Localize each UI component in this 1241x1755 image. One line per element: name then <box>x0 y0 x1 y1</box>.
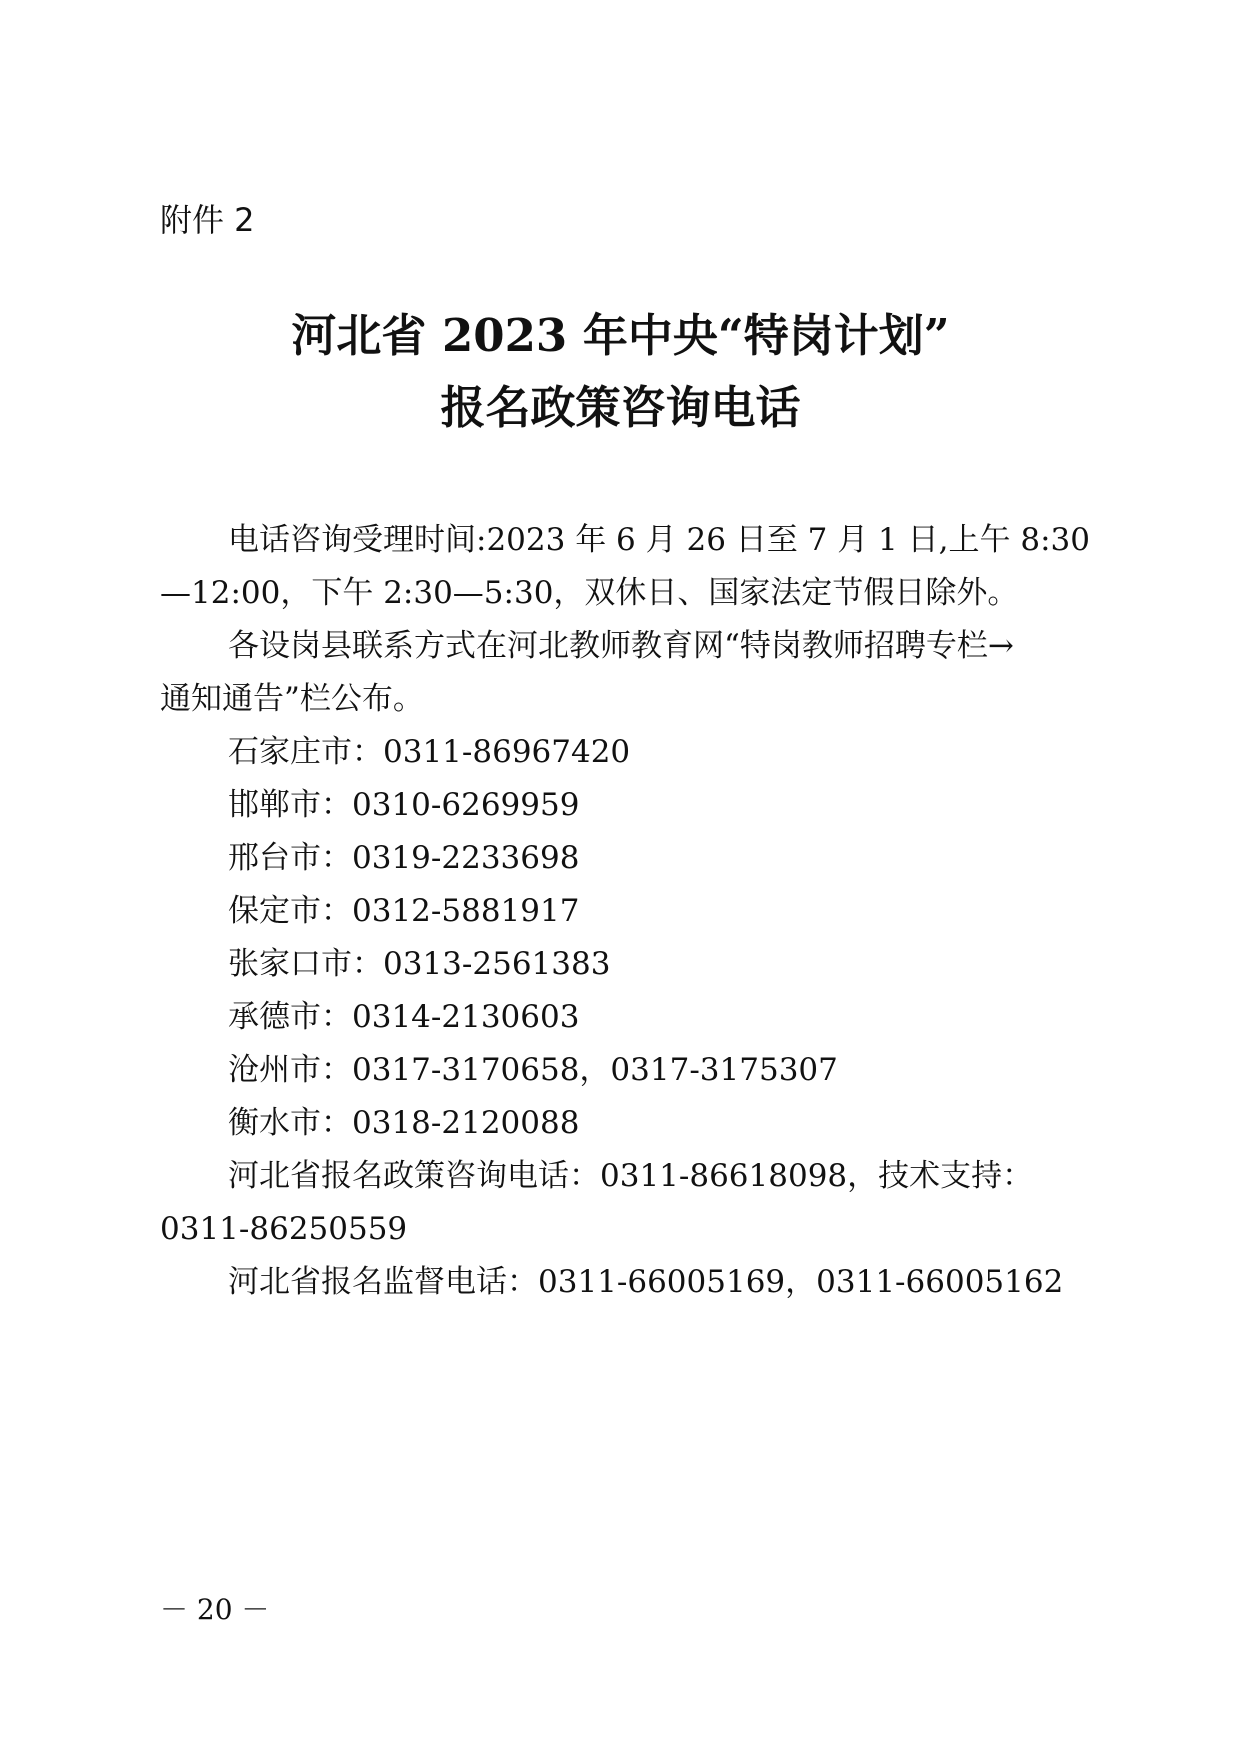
consultation-hours-line-2: —12:00，下午 2:30—5:30，双休日、国家法定节假日除外。 <box>160 575 1019 611</box>
consultation-hours-line-1: 电话咨询受理时间:2023 年 6 月 26 日至 7 月 1 日,上午 8:30 <box>228 522 1090 558</box>
county-contact-notice-line-2: 通知通告”栏公布。 <box>160 681 424 717</box>
contact-chengde: 承德市：0314-2130603 <box>228 999 580 1035</box>
page-number: － 20 － <box>160 1593 270 1626</box>
attachment-label: 附件 2 <box>160 201 255 239</box>
document-title-line-2: 报名政策咨询电话 <box>440 381 801 434</box>
contact-cangzhou: 沧州市：0317-3170658，0317-3175307 <box>228 1052 838 1088</box>
province-hotline-line-1: 河北省报名政策咨询电话：0311-86618098，技术支持： <box>228 1158 1034 1194</box>
province-hotline-line-2: 0311-86250559 <box>160 1211 408 1247</box>
document-title-line-1: 河北省 2023 年中央“特岗计划” <box>291 309 950 362</box>
contact-shijiazhuang: 石家庄市：0311-86967420 <box>228 734 631 770</box>
contact-baoding: 保定市：0312-5881917 <box>228 893 580 929</box>
contact-hengshui: 衡水市：0318-2120088 <box>228 1105 580 1141</box>
supervision-hotline: 河北省报名监督电话：0311-66005169，0311-66005162 <box>228 1264 1064 1300</box>
county-contact-notice-line-1: 各设岗县联系方式在河北教师教育网“特岗教师招聘专栏→ <box>228 628 1014 664</box>
contact-xingtai: 邢台市：0319-2233698 <box>228 840 580 876</box>
contact-zhangjiakou: 张家口市：0313-2561383 <box>228 946 611 982</box>
contact-handan: 邯郸市：0310-6269959 <box>228 787 580 823</box>
